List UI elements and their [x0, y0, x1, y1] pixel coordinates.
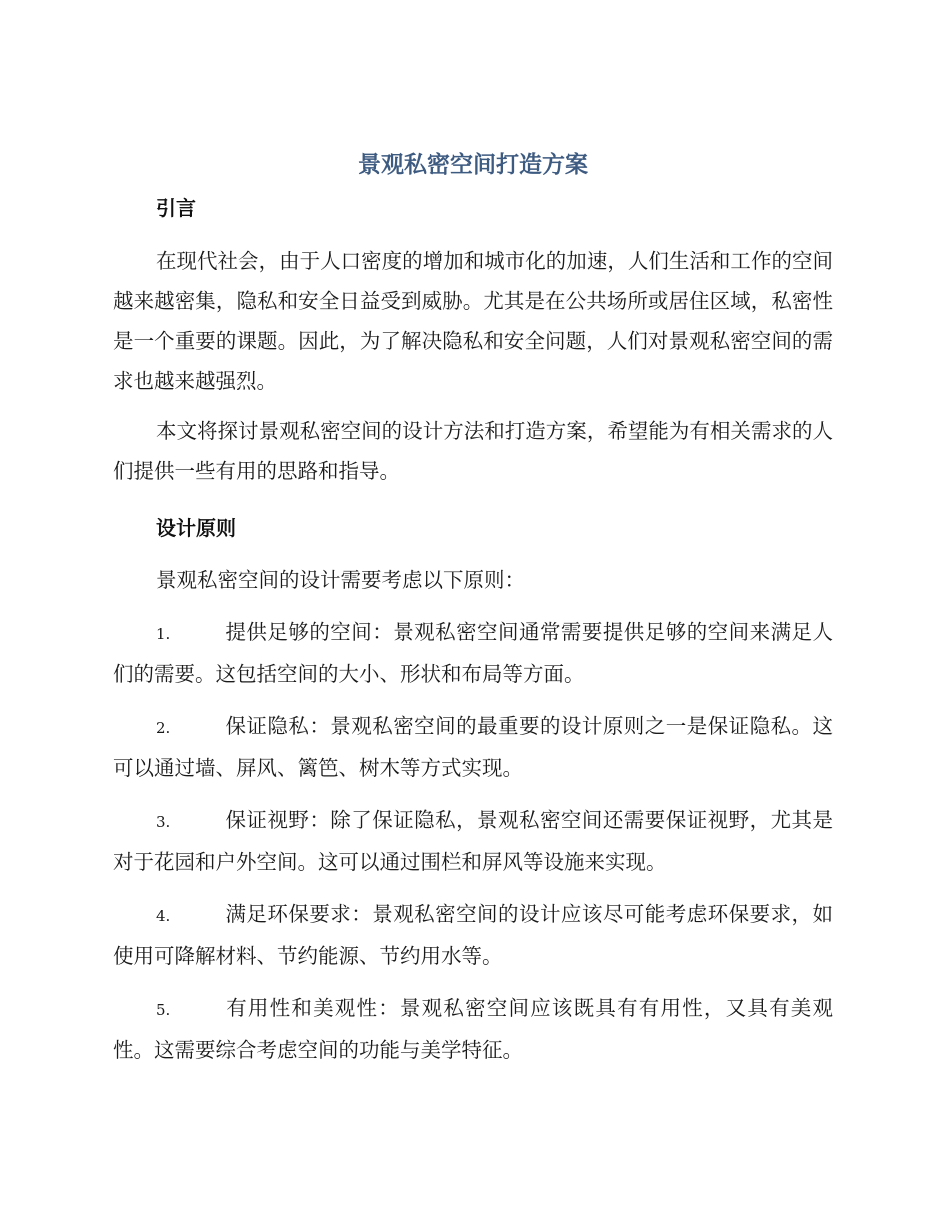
list-item-text: 有用性和美观性：景观私密空间应该既具有有用性，又具有美观性。这需要综合考虑空间的功能与美学特征。 — [113, 996, 833, 1062]
list-item-number: 1. — [156, 625, 171, 643]
section-heading-principles: 设计原则 — [156, 516, 236, 540]
list-item-text: 保证视野：除了保证隐私，景观私密空间还需要保证视野，尤其是对于花园和户外空间。这可以通过围栏和屏风等设施来实现。 — [113, 808, 833, 874]
list-item — [113, 800, 833, 882]
section-heading-intro: 引言 — [156, 196, 196, 220]
principles-list — [113, 612, 833, 1070]
list-item-text: 提供足够的空间：景观私密空间通常需要提供足够的空间来满足人们的需要。这包括空间的大小、形状和布局等方面。 — [113, 620, 833, 686]
list-item-number: 4. — [156, 907, 171, 925]
list-item-number: 5. — [156, 1001, 171, 1019]
principles-lead: 景观私密空间的设计需要考虑以下原则： — [156, 568, 525, 592]
list-item-text: 保证隐私：景观私密空间的最重要的设计原则之一是保证隐私。这可以通过墙、屏风、篱笆、树木等方式实现。 — [113, 714, 833, 780]
list-item — [113, 988, 833, 1070]
list-item — [113, 706, 833, 788]
list-item — [113, 894, 833, 976]
list-item — [113, 612, 833, 694]
list-item-number: 2. — [156, 719, 171, 737]
intro-paragraph: 本文将探讨景观私密空间的设计方法和打造方案，希望能为有相关需求的人们提供一些有用的思路和指导。 — [113, 419, 833, 483]
list-item-number: 3. — [156, 813, 171, 831]
document-title: 景观私密空间打造方案 — [358, 152, 588, 178]
document-body — [113, 146, 833, 1070]
list-item-text: 满足环保要求：景观私密空间的设计应该尽可能考虑环保要求，如使用可降解材料、节约能源、节约用水等。 — [113, 902, 833, 968]
intro-paragraph: 在现代社会，由于人口密度的增加和城市化的加速，人们生活和工作的空间越来越密集，隐私和安全日益受到威胁。尤其是在公共场所或居住区域，私密性是一个重要的课题。因此，为了解决隐私和安全问题，人们对景观私密空间的需求也越来越强烈。 — [113, 249, 833, 393]
